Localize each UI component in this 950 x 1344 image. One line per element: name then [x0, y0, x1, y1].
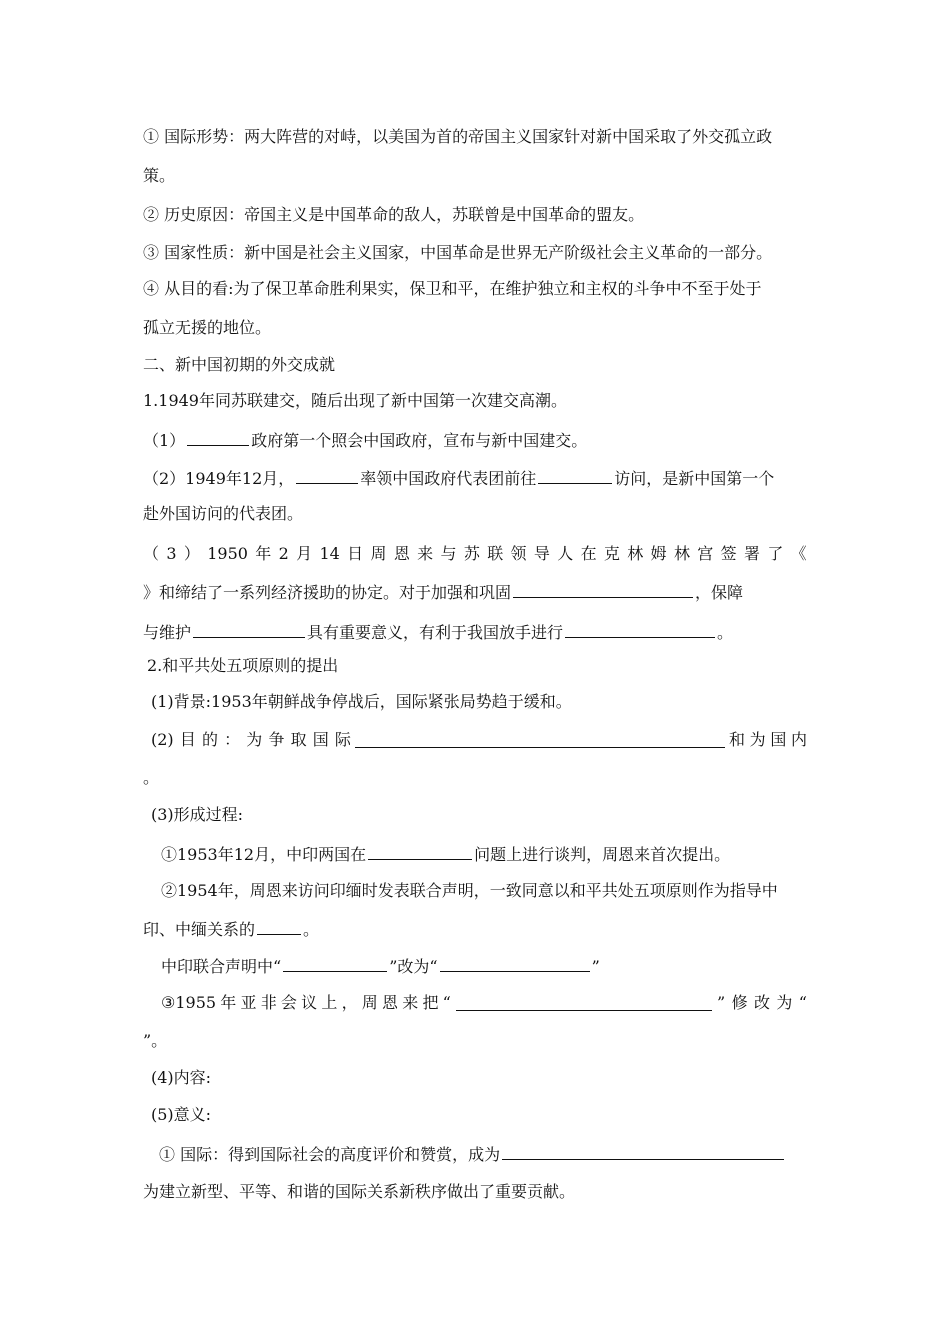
item-2-3-2-text-c: 。 [303, 920, 320, 939]
item-1-3-text-d: 与维护 [143, 623, 192, 642]
item-2-3-1-text-a: ①1953年12月，中印两国在 [161, 845, 367, 864]
justified-token: 2 [278, 544, 289, 563]
item-1-3-text-f: 。 [717, 623, 734, 642]
justified-token: 签 [720, 544, 737, 563]
fill-blank[interactable] [296, 466, 358, 484]
fill-blank[interactable] [257, 917, 301, 935]
justified-token: 14 [319, 544, 340, 563]
justified-token: 周 [361, 993, 378, 1012]
item-1-1-text: 政府第一个照会中国政府，宣布与新中国建交。 [251, 431, 588, 450]
justified-token: 来 [417, 544, 434, 563]
justified-token: 亚 [240, 993, 257, 1012]
justified-token: 在 [580, 544, 597, 563]
justified-token: 修 [731, 993, 748, 1012]
justified-token: 人 [557, 544, 574, 563]
item-1-3-text-b: 》和缔结了一系列经济援助的协定。对于加强和巩固 [143, 583, 512, 602]
item-2-3-1 [161, 842, 730, 865]
fill-blank[interactable] [565, 620, 715, 638]
justified-token: 导 [533, 544, 550, 563]
paragraph-purpose-cont: 孤立无援的地位。 [143, 318, 272, 337]
justified-token: 苏 [463, 544, 480, 563]
paragraph-international-situation: ① 国际形势：两大阵营的对峙，以美国为首的帝国主义国家针对新中国采取了外交孤立政 [143, 127, 773, 146]
item-2-2-justified-line [151, 730, 807, 750]
item-1-2-text-a: （2）1949年12月， [143, 469, 295, 488]
item-2-3-3-text-a [161, 993, 451, 1013]
item-1-3-cont [143, 580, 743, 603]
quote-text-c: ” [591, 957, 600, 976]
justified-token: ” [717, 993, 726, 1012]
justified-token: 改 [753, 993, 770, 1012]
justified-token: 年 [255, 544, 272, 563]
paragraph-international-situation-cont: 策。 [143, 166, 176, 185]
justified-token: 争 [268, 730, 285, 749]
item-2-3-3-text-end [717, 993, 807, 1013]
justified-token: 《 [790, 544, 807, 563]
item-1-3-text-c: ，保障 [695, 583, 744, 602]
justified-token: 林 [627, 544, 644, 563]
justified-token: 为 [776, 993, 793, 1012]
item-1-2-cont: 赴外国访问的代表团。 [143, 504, 304, 523]
item-2-3-1-text-b: 问题上进行谈判，周恩来首次提出。 [474, 845, 731, 864]
justified-token: 3 [166, 544, 177, 563]
item-2-3-2: ②1954年，周恩来访问印缅时发表联合声明，一致同意以和平共处五项原则作为指导中 [161, 881, 778, 900]
justified-token: ： [224, 730, 241, 749]
item-1-3-text-e: 具有重要意义，有利于我国放手进行 [307, 623, 564, 642]
fill-blank[interactable] [440, 954, 590, 972]
justified-token: 了 [767, 544, 784, 563]
justified-token: 和 [729, 730, 746, 749]
justified-token: 宫 [697, 544, 714, 563]
justified-token: ③1955 [161, 993, 217, 1012]
fill-blank[interactable] [283, 954, 387, 972]
fill-blank[interactable] [513, 580, 693, 598]
fill-blank[interactable] [193, 620, 305, 638]
justified-token: 际 [334, 730, 351, 749]
item-2-3-2-cont [143, 917, 319, 940]
fill-blank[interactable] [355, 730, 725, 748]
justified-token: 国 [312, 730, 329, 749]
justified-token: 联 [487, 544, 504, 563]
justified-token: 1950 [207, 544, 248, 563]
justified-token: 姆 [650, 544, 667, 563]
item-2-3-3-justified-line [161, 993, 807, 1013]
item-2-2-cont: 。 [143, 768, 160, 787]
justified-token: 内 [790, 730, 807, 749]
justified-token: 国 [770, 730, 787, 749]
fill-blank[interactable] [538, 466, 612, 484]
justified-token: 的 [201, 730, 218, 749]
fill-blank[interactable] [456, 993, 712, 1011]
justified-token: 领 [510, 544, 527, 563]
item-2-5-1-cont: 为建立新型、平等、和谐的国际关系新秩序做出了重要贡献。 [143, 1182, 576, 1201]
justified-token: “ [442, 993, 451, 1012]
justified-token: （ [143, 544, 160, 563]
paragraph-historical-reason: ② 历史原因：帝国主义是中国革命的敌人，苏联曾是中国革命的盟友。 [143, 205, 645, 224]
item-2-3-2-text-b: 印、中缅关系的 [143, 920, 256, 939]
justified-token: 克 [603, 544, 620, 563]
item-1-2-text-b: 率领中国政府代表团前往 [360, 469, 537, 488]
item-1-1 [143, 428, 587, 451]
justified-token: 目 [179, 730, 196, 749]
item-1-2-text-c: 访问，是新中国第一个 [614, 469, 775, 488]
justified-token: 上 [321, 993, 338, 1012]
section-heading: 二、新中国初期的外交成就 [143, 355, 336, 374]
justified-token: 年 [220, 993, 237, 1012]
item-2-3-heading: (3)形成过程: [151, 805, 244, 824]
justified-token: 日 [347, 544, 364, 563]
justified-token: 会 [280, 993, 297, 1012]
item-1-1-label: （1） [143, 431, 186, 450]
item-2-5-1-text-a: ① 国际：得到国际社会的高度评价和赞赏，成为 [159, 1145, 501, 1164]
item-2-1-background: (1)背景:1953年朝鲜战争停战后，国际紧张局势趋于缓和。 [151, 692, 572, 711]
justified-token: 与 [440, 544, 457, 563]
item-1-2 [143, 466, 774, 489]
fill-blank[interactable] [502, 1142, 784, 1160]
justified-token: 周 [370, 544, 387, 563]
item-1-3-cont2 [143, 620, 733, 643]
justified-token: (2) [151, 730, 174, 749]
justified-token: ） [183, 544, 200, 563]
paragraph-purpose: ④ 从目的看:为了保卫革命胜利果实，保卫和平，在维护独立和主权的斗争中不至于处于 [143, 279, 762, 298]
justified-token: 恩 [382, 993, 399, 1012]
fill-blank[interactable] [187, 428, 249, 446]
justified-token: 取 [290, 730, 307, 749]
justified-token: 林 [673, 544, 690, 563]
item-2-3-3-cont: ”。 [143, 1031, 168, 1050]
subsection-2-heading: 2.和平共处五项原则的提出 [147, 656, 339, 675]
item-2-2-text-end [729, 730, 807, 750]
item-1-3-justified-line [143, 544, 807, 564]
item-2-3-quote [161, 954, 600, 977]
justified-token: “ [798, 993, 807, 1012]
justified-token: 署 [743, 544, 760, 563]
justified-token: ， [341, 993, 358, 1012]
quote-text-b: ”改为“ [389, 957, 438, 976]
fill-blank[interactable] [368, 842, 472, 860]
subsection-1-heading: 1.1949年同苏联建交，随后出现了新中国第一次建交高潮。 [143, 391, 567, 410]
quote-text-a: 中印联合声明中“ [161, 957, 282, 976]
justified-token: 为 [246, 730, 263, 749]
justified-token: 恩 [393, 544, 410, 563]
item-2-5-1 [159, 1142, 786, 1165]
justified-token: 议 [301, 993, 318, 1012]
item-2-5-significance: (5)意义: [151, 1105, 212, 1124]
justified-token: 把 [422, 993, 439, 1012]
justified-token: 为 [749, 730, 766, 749]
item-2-4-content: (4)内容: [151, 1068, 212, 1087]
justified-token: 来 [402, 993, 419, 1012]
justified-token: 月 [296, 544, 313, 563]
paragraph-national-nature: ③ 国家性质：新中国是社会主义国家，中国革命是世界无产阶级社会主义革命的一部分。 [143, 243, 773, 262]
item-2-2-text-a [151, 730, 351, 750]
justified-token: 非 [260, 993, 277, 1012]
